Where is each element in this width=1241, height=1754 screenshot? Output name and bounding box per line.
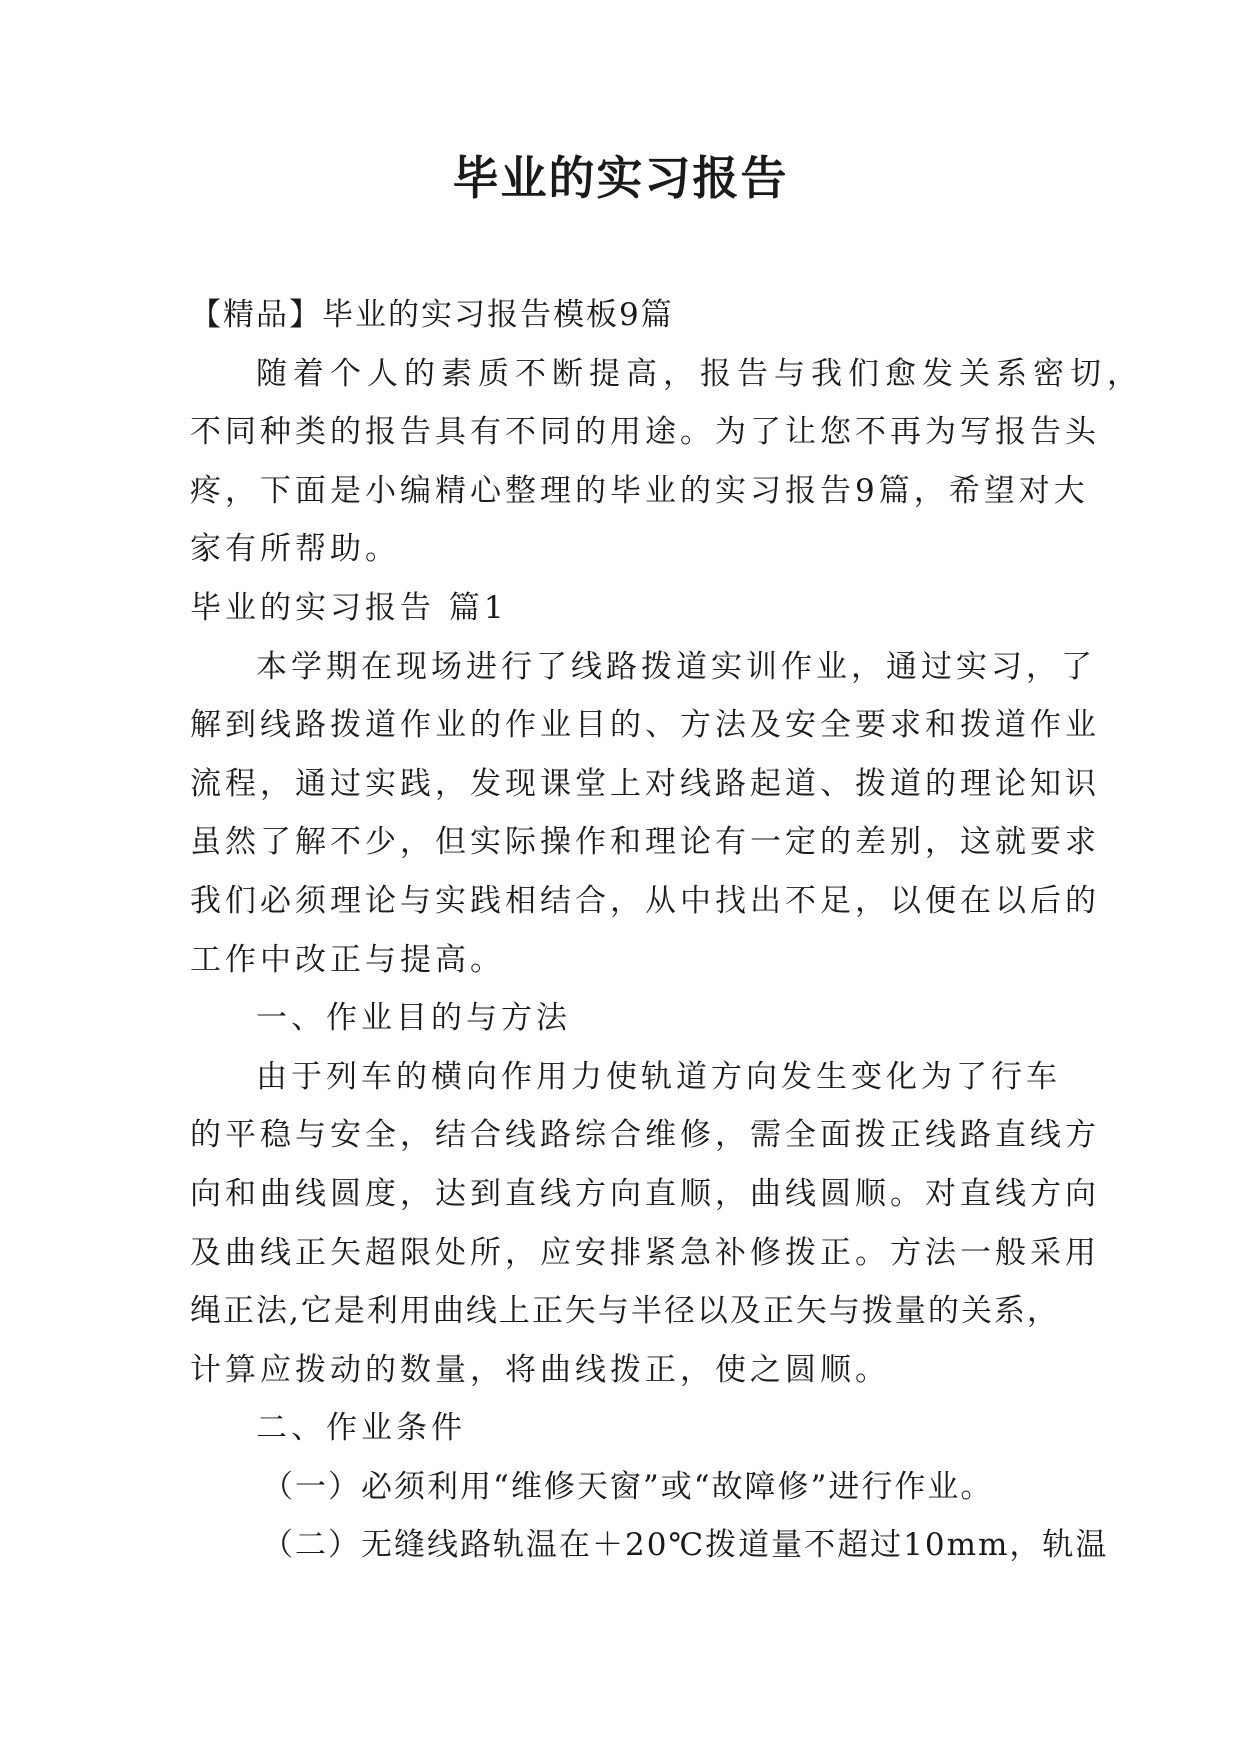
paragraph-line: 家有所帮助。 (190, 531, 400, 568)
paragraph-line: 向和曲线圆度，达到直线方向直顺，曲线圆顺。对直线方向 (190, 1175, 1100, 1212)
paragraph-line: 虽然了解不少，但实际操作和理论有一定的差别，这就要求 (190, 824, 1100, 861)
subtitle-line: 【精品】毕业的实习报告模板9篇 (190, 297, 674, 333)
paragraph-line: 及曲线正矢超限处所，应安排紧急补修拨正。方法一般采用 (190, 1234, 1100, 1271)
list-item: （一）必须利用“维修天窗”或“故障修”进行作业。 (262, 1468, 994, 1505)
paragraph-line: 本学期在现场进行了线路拨道实训作业，通过实习，了 (256, 648, 1096, 685)
document-title: 毕业的实习报告 (452, 151, 789, 205)
document-body (190, 286, 1144, 1575)
paragraph-line: 流程，通过实践，发现课堂上对线路起道、拨道的理论知识 (190, 765, 1100, 802)
paragraph-line: 随着个人的素质不断提高，报告与我们愈发关系密切， (256, 355, 1144, 392)
paragraph-line: 不同种类的报告具有不同的用途。为了让您不再为写报告头 (190, 414, 1100, 451)
paragraph-line: 的平稳与安全，结合线路综合维修，需全面拨正线路直线方 (190, 1117, 1100, 1154)
list-item: （二）无缝线路轨温在＋20℃拨道量不超过10mm，轨温 (262, 1527, 1109, 1564)
paragraph-line: 我们必须理论与实践相结合，从中找出不足，以便在以后的 (190, 882, 1100, 919)
paragraph-line: 计算应拨动的数量，将曲线拨正，使之圆顺。 (190, 1351, 890, 1388)
paragraph-line: 疼，下面是小编精心整理的毕业的实习报告9篇，希望对大 (190, 472, 1089, 509)
subsection-heading: 二、作业条件 (256, 1410, 466, 1447)
paragraph-line: 解到线路拨道作业的作业目的、方法及安全要求和拨道作业 (190, 707, 1100, 744)
paragraph-line: 绳正法,它是利用曲线上正矢与半径以及正矢与拨量的关系， (190, 1293, 1060, 1330)
paragraph-line: 工作中改正与提高。 (190, 941, 505, 978)
paragraph-line: 由于列车的横向作用力使轨道方向发生变化为了行车 (256, 1058, 1061, 1095)
subsection-heading: 一、作业目的与方法 (256, 1000, 571, 1037)
section-heading: 毕业的实习报告 篇1 (190, 589, 508, 626)
